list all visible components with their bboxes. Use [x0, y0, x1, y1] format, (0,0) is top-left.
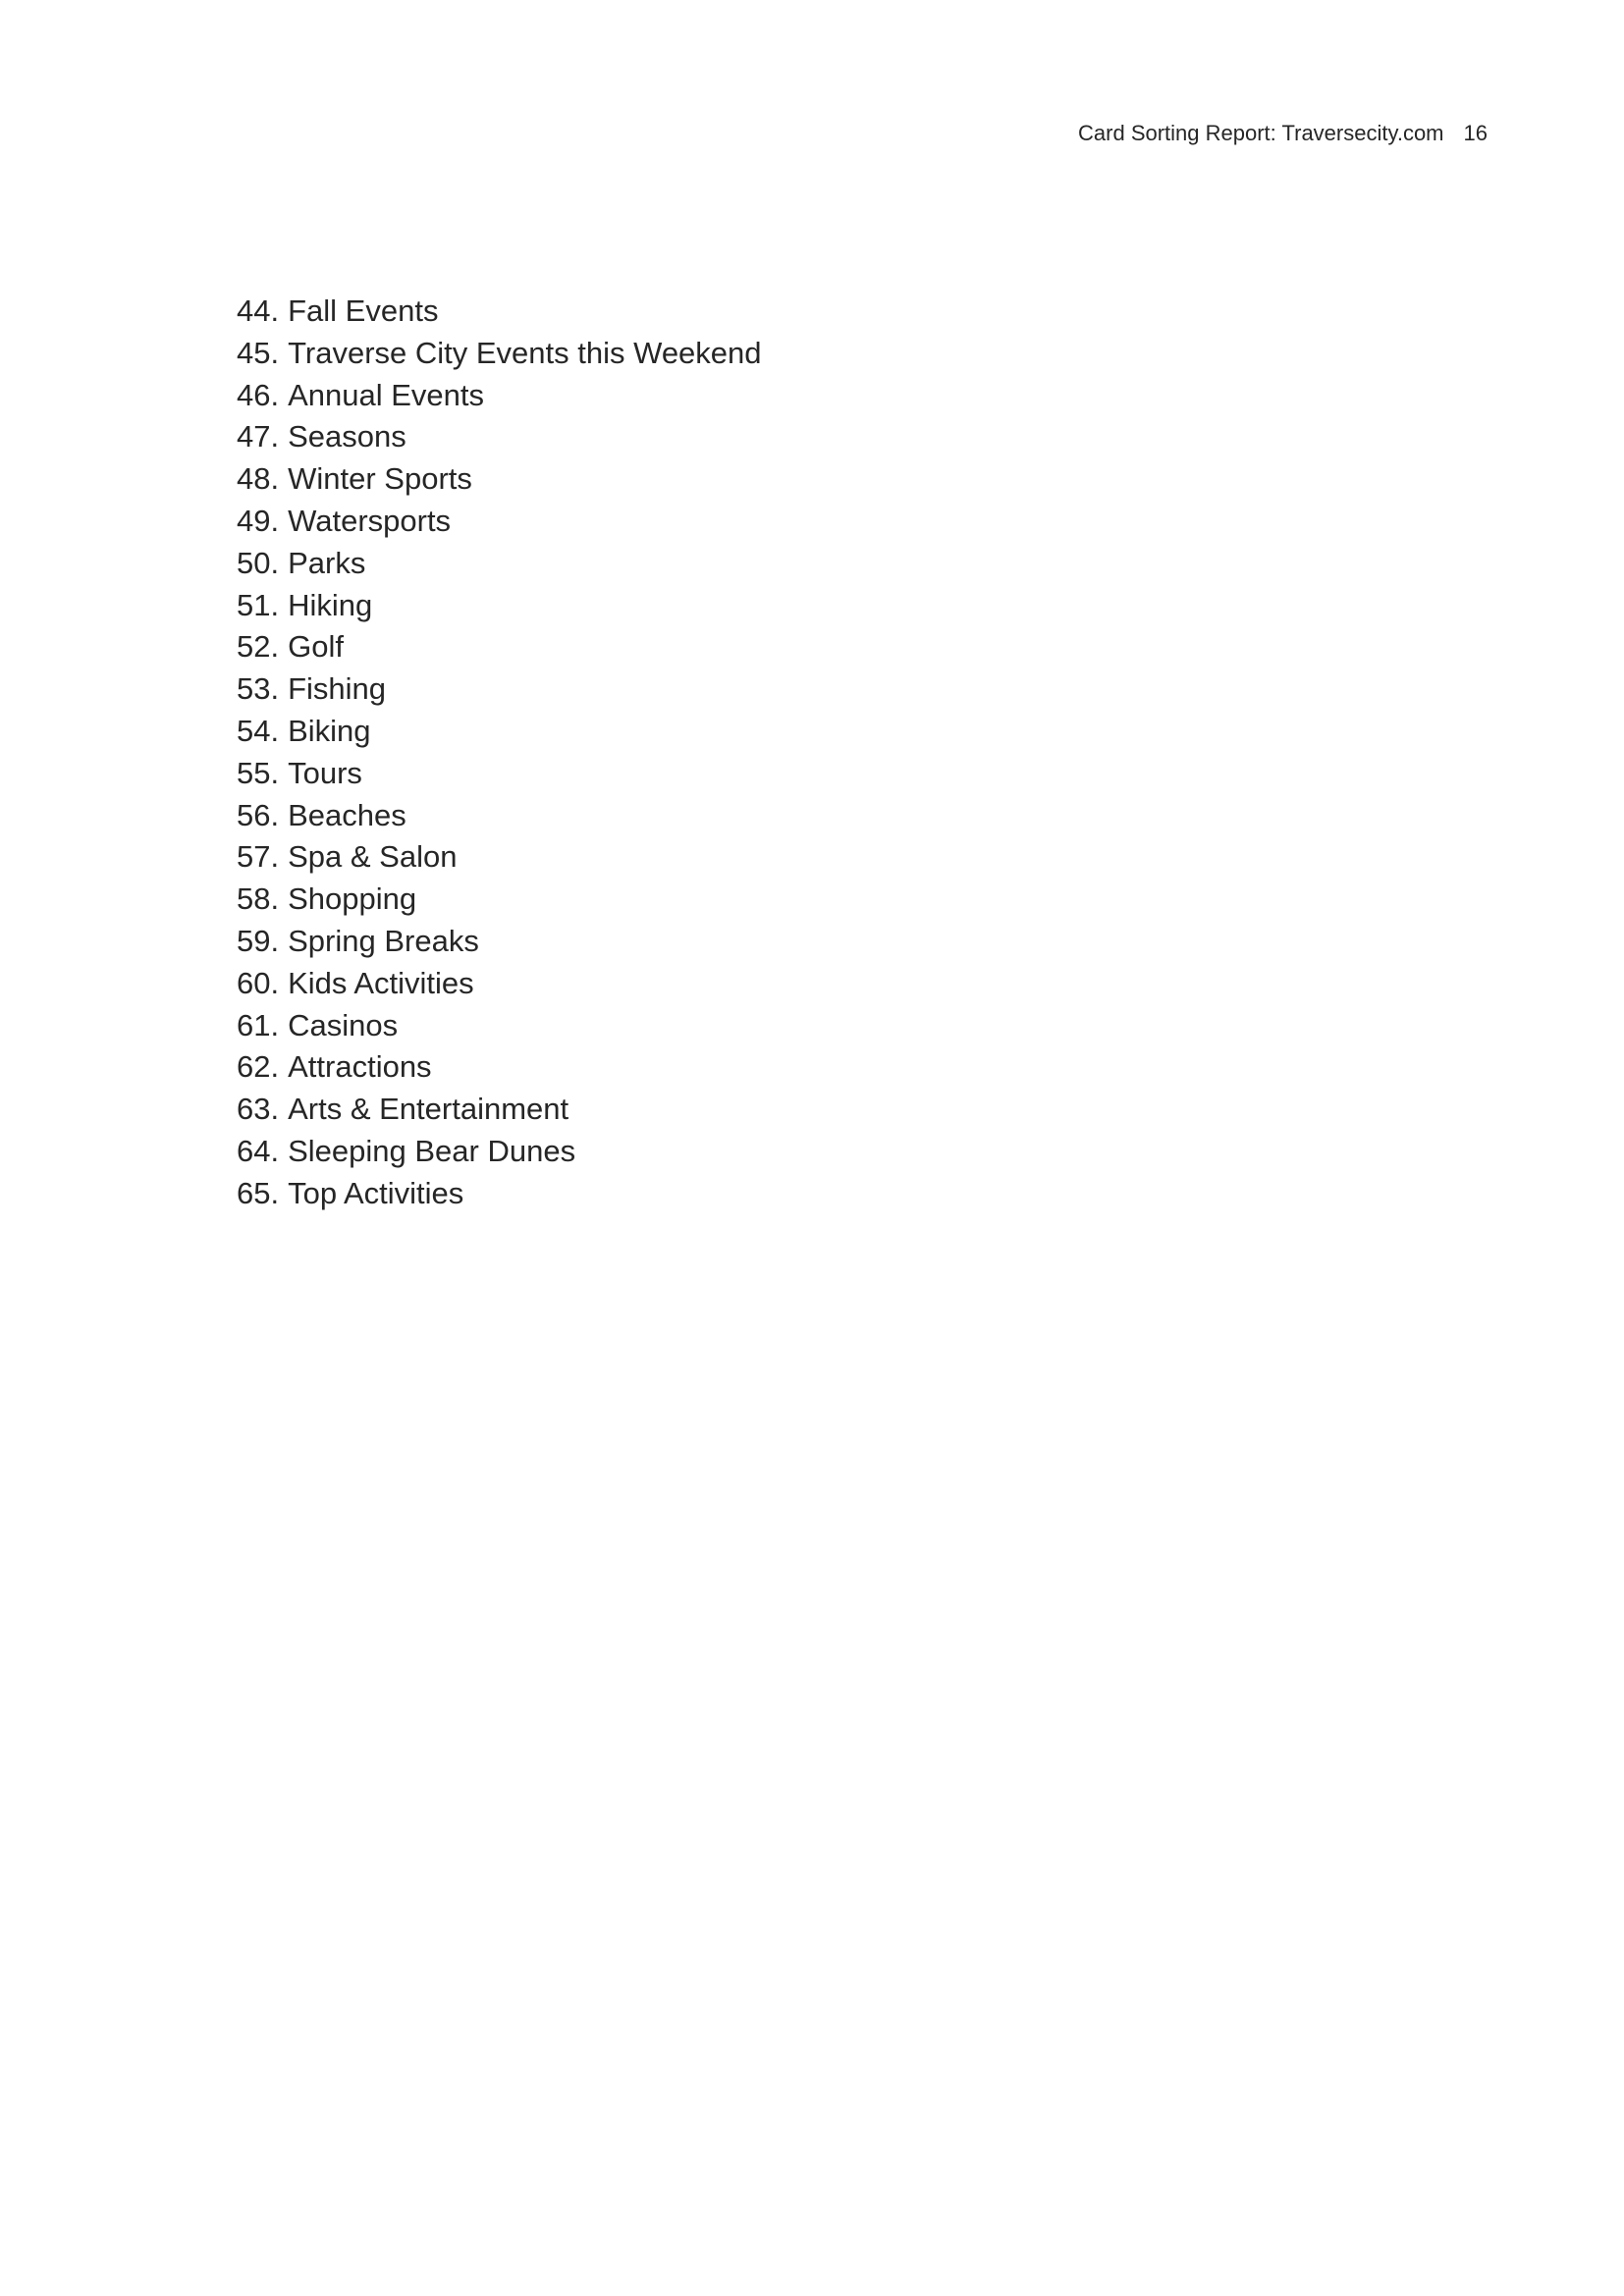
card-number: 49.: [237, 503, 280, 538]
card-list-item: [237, 795, 762, 837]
card-label: Watersports: [288, 503, 452, 538]
card-number: 45.: [237, 335, 280, 370]
card-list-item: [237, 921, 762, 963]
card-label: Tours: [288, 755, 362, 790]
card-number: 53.: [237, 671, 280, 707]
card-number: 48.: [237, 461, 280, 497]
card-list-item: [237, 963, 762, 1005]
card-list-item: [237, 1046, 762, 1089]
page-number: 16: [1463, 121, 1488, 145]
card-number: 60.: [237, 965, 280, 1000]
card-label: Hiking: [288, 587, 373, 622]
card-number: 61.: [237, 1007, 280, 1042]
card-list-item: [237, 501, 762, 543]
card-number: 65.: [237, 1175, 280, 1210]
card-number: 64.: [237, 1133, 280, 1168]
card-list-item: [237, 1005, 762, 1047]
card-label: Shopping: [288, 881, 417, 917]
card-number: 56.: [237, 797, 280, 832]
card-number: 47.: [237, 419, 280, 454]
card-label: Fall Events: [288, 294, 439, 328]
card-number: 62.: [237, 1049, 280, 1085]
card-number: 54.: [237, 713, 280, 748]
card-number: 46.: [237, 377, 280, 412]
card-label: Kids Activities: [288, 965, 474, 1000]
card-label: Top Activities: [288, 1175, 464, 1210]
card-number: 59.: [237, 923, 280, 958]
report-title: Card Sorting Report: Traversecity.com: [1078, 121, 1444, 145]
card-list-item: [237, 879, 762, 921]
card-list-item: [237, 711, 762, 753]
card-list-item: [237, 416, 762, 458]
card-label: Winter Sports: [288, 461, 472, 497]
card-number: 44.: [237, 294, 280, 328]
card-label: Spa & Salon: [288, 839, 458, 875]
card-number: 55.: [237, 755, 280, 790]
card-label: Parks: [288, 545, 366, 580]
card-number: 57.: [237, 839, 280, 875]
card-label: Beaches: [288, 797, 406, 832]
card-list-item: [237, 458, 762, 501]
card-label: Arts & Entertainment: [288, 1092, 569, 1127]
card-list-item: [237, 668, 762, 711]
card-label: Seasons: [288, 419, 406, 454]
card-number: 50.: [237, 545, 280, 580]
card-number: 63.: [237, 1092, 280, 1127]
card-label: Annual Events: [288, 377, 485, 412]
card-list-item: [237, 543, 762, 585]
card-number: 58.: [237, 881, 280, 917]
card-list-item: [237, 753, 762, 795]
card-list-item: [237, 836, 762, 879]
card-list-item: [237, 375, 762, 417]
card-list-item: [237, 291, 762, 333]
card-number: 51.: [237, 587, 280, 622]
card-list-item: [237, 1173, 762, 1215]
card-list-item: [237, 626, 762, 668]
card-list-item: [237, 1089, 762, 1131]
card-list-item: [237, 1131, 762, 1173]
card-list: [237, 291, 762, 1215]
card-list-item: [237, 585, 762, 627]
card-label: Golf: [288, 629, 344, 665]
card-label: Attractions: [288, 1049, 432, 1085]
card-label: Spring Breaks: [288, 923, 479, 958]
card-number: 52.: [237, 629, 280, 665]
card-label: Casinos: [288, 1007, 399, 1042]
card-label: Biking: [288, 713, 371, 748]
card-list-item: [237, 333, 762, 375]
card-label: Traverse City Events this Weekend: [288, 335, 762, 370]
card-label: Fishing: [288, 671, 387, 707]
card-label: Sleeping Bear Dunes: [288, 1133, 576, 1168]
running-header: [1078, 119, 1488, 148]
